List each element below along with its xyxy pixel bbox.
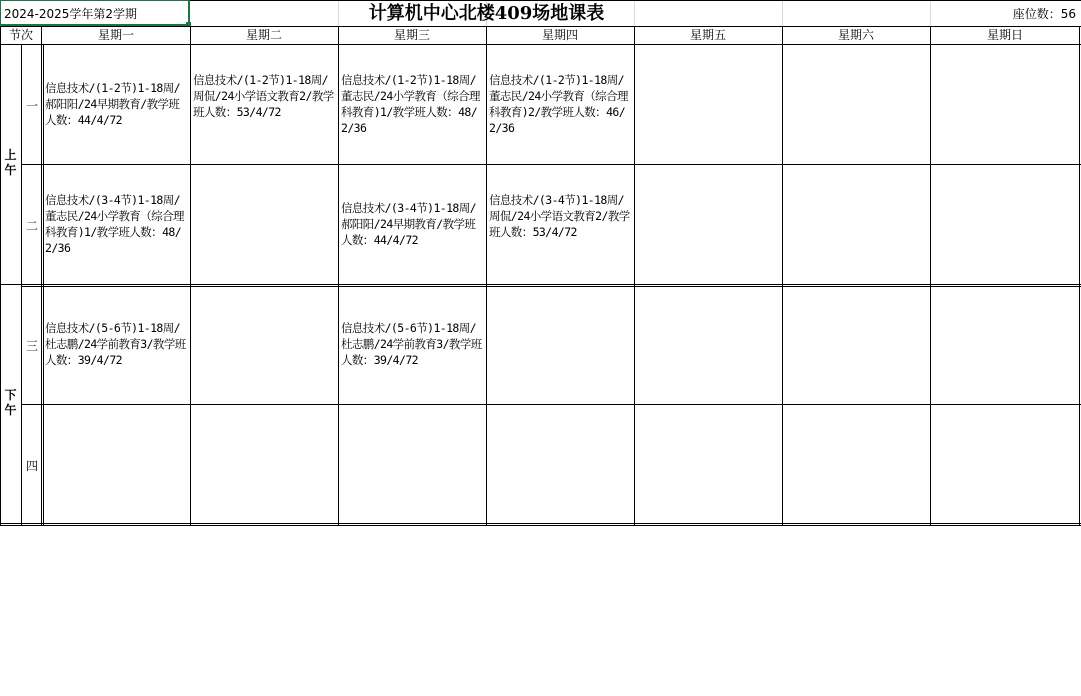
day-header-wed: 星期三 [393,28,430,42]
course-cell[interactable]: 信息技术/(5-6节)1-18周/杜志鹏/24学前教育3/教学班人数：39/4/72 [45,321,186,367]
grid-line [22,286,1081,287]
grid-line [0,44,1081,45]
day-header-sat: 星期六 [837,28,874,42]
course-cell[interactable]: 信息技术/(3-4节)1-18周/郝阳阳/24早期教育/教学班人数：44/4/72 [341,201,476,247]
grid-line [190,0,1081,1]
course-cell[interactable]: 信息技术/(1-2节)1-18周/董志民/24小学教育（综合理科教育)2/教学班人数：46/2/36 [489,73,628,135]
grid-line [1079,26,1080,526]
period-label-3: 三 [25,339,38,353]
grid-line [930,26,931,526]
course-cell[interactable]: 信息技术/(3-4节)1-18周/董志民/24小学教育（综合理科教育)1/教学班人数：48/2/36 [45,193,184,255]
course-cell[interactable]: 信息技术/(1-2节)1-18周/周侃/24小学语文教育2/教学班人数：53/4/72 [193,73,334,119]
grid-line [22,164,1081,165]
grid-line [22,404,1081,405]
grid-line [43,44,44,526]
grid-line [0,525,1081,526]
grid-line [0,284,1081,285]
grid-line [338,26,339,526]
grid-line [634,26,635,526]
period-label-4: 四 [25,459,38,473]
grid-line [0,26,1,526]
course-cell[interactable]: 信息技术/(1-2节)1-18周/董志民/24小学教育（综合理科教育)1/教学班人数：48/2/36 [341,73,480,135]
course-cell[interactable]: 信息技术/(1-2节)1-18周/郝阳阳/24早期教育/教学班人数：44/4/72 [45,81,180,127]
grid-line [0,523,1081,524]
grid-line [0,26,1081,27]
day-header-mon: 星期一 [97,28,134,42]
grid-line [782,26,783,526]
seat-count: 座位数：56 [1012,7,1076,21]
grid-line [21,44,22,526]
grid-line [486,26,487,526]
term-cell[interactable]: 2024-2025学年第2学期 [0,0,190,26]
day-header-fri: 星期五 [689,28,726,42]
half-day-morning: 上午 [4,148,17,177]
section-header: 节次 [8,28,33,42]
page-title: 计算机中心北楼409场地课表 [368,3,605,24]
grid-line [41,26,42,526]
period-label-2: 二 [25,219,38,233]
half-day-afternoon: 下午 [4,388,17,417]
course-cell[interactable]: 信息技术/(3-4节)1-18周/周侃/24小学语文教育2/教学班人数：53/4/72 [489,193,630,239]
grid-line [190,26,191,526]
course-cell[interactable]: 信息技术/(5-6节)1-18周/杜志鹏/24学前教育3/教学班人数：39/4/72 [341,321,482,367]
day-header-thu: 星期四 [541,28,578,42]
period-label-1: 一 [25,99,38,113]
day-header-sun: 星期日 [986,28,1023,42]
day-header-tue: 星期二 [245,28,282,42]
